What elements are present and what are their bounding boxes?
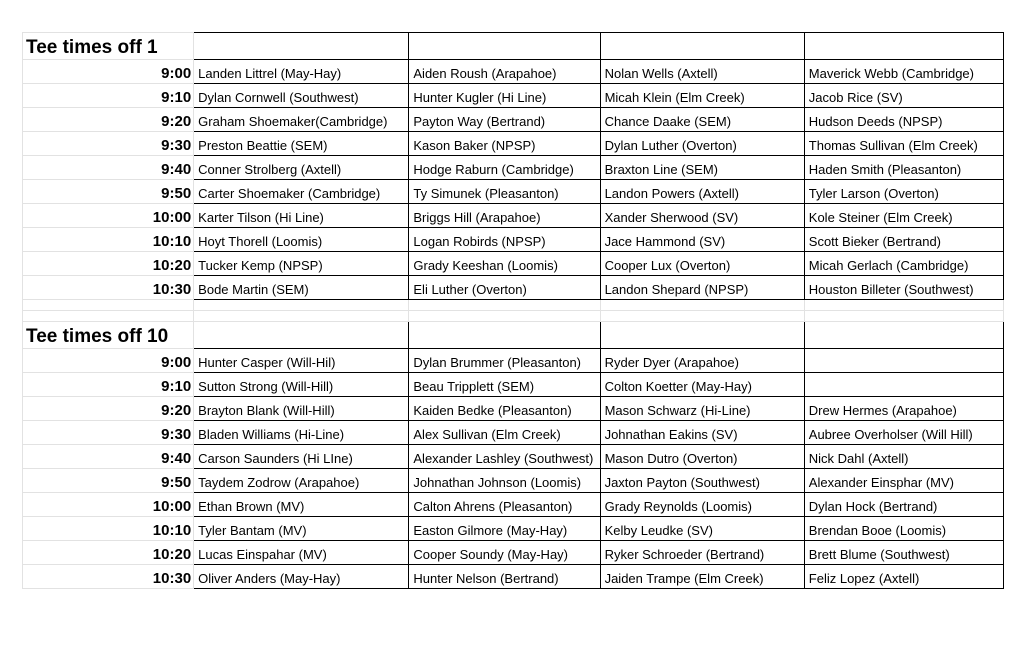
player-cell[interactable]: Ethan Brown (MV) bbox=[194, 493, 409, 517]
player-cell[interactable]: Brett Blume (Southwest) bbox=[804, 541, 1003, 565]
player-cell[interactable]: Johnathan Johnson (Loomis) bbox=[409, 469, 600, 493]
tee-time-row bbox=[23, 108, 1004, 132]
empty-header-cell[interactable] bbox=[804, 33, 1003, 60]
player-cell[interactable]: Chance Daake (SEM) bbox=[600, 108, 804, 132]
tee-time-cell[interactable]: 10:10 bbox=[23, 228, 194, 252]
player-cell[interactable]: Nolan Wells (Axtell) bbox=[600, 60, 804, 84]
tee-time-row bbox=[23, 84, 1004, 108]
empty-cell[interactable] bbox=[23, 311, 194, 322]
player-cell[interactable] bbox=[804, 373, 1003, 397]
player-cell[interactable]: Hunter Kugler (Hi Line) bbox=[409, 84, 600, 108]
section-title[interactable]: Tee times off 10 bbox=[23, 322, 194, 349]
tee-time-cell[interactable]: 9:40 bbox=[23, 156, 194, 180]
spacer-row bbox=[23, 311, 1004, 322]
player-cell[interactable]: Logan Robirds (NPSP) bbox=[409, 228, 600, 252]
player-cell[interactable]: Lucas Einspahar (MV) bbox=[194, 541, 409, 565]
tee-time-cell[interactable]: 10:20 bbox=[23, 252, 194, 276]
empty-header-cell[interactable] bbox=[600, 33, 804, 60]
empty-cell[interactable] bbox=[804, 300, 1003, 311]
tee-time-row bbox=[23, 565, 1004, 589]
player-cell[interactable]: Alex Sullivan (Elm Creek) bbox=[409, 421, 600, 445]
empty-cell[interactable] bbox=[194, 311, 409, 322]
empty-header-cell[interactable] bbox=[804, 322, 1003, 349]
player-cell[interactable]: Hodge Raburn (Cambridge) bbox=[409, 156, 600, 180]
empty-cell[interactable] bbox=[600, 300, 804, 311]
player-cell[interactable]: Brayton Blank (Will-Hill) bbox=[194, 397, 409, 421]
player-cell[interactable]: Alexander Einsphar (MV) bbox=[804, 469, 1003, 493]
player-cell[interactable]: Graham Shoemaker(Cambridge) bbox=[194, 108, 409, 132]
player-cell[interactable]: Maverick Webb (Cambridge) bbox=[804, 60, 1003, 84]
player-cell[interactable]: Landon Shepard (NPSP) bbox=[600, 276, 804, 300]
tee-time-row bbox=[23, 349, 1004, 373]
empty-cell[interactable] bbox=[804, 311, 1003, 322]
spacer-row bbox=[23, 300, 1004, 311]
player-cell[interactable]: Landen Littrel (May-Hay) bbox=[194, 60, 409, 84]
empty-header-cell[interactable] bbox=[600, 322, 804, 349]
tee-time-row bbox=[23, 204, 1004, 228]
player-cell[interactable]: Drew Hermes (Arapahoe) bbox=[804, 397, 1003, 421]
empty-cell[interactable] bbox=[194, 300, 409, 311]
player-cell[interactable]: Dylan Hock (Bertrand) bbox=[804, 493, 1003, 517]
player-cell[interactable]: Dylan Brummer (Pleasanton) bbox=[409, 349, 600, 373]
tee-time-cell[interactable]: 9:30 bbox=[23, 132, 194, 156]
player-cell[interactable]: Ryker Schroeder (Bertrand) bbox=[600, 541, 804, 565]
player-cell[interactable]: Beau Tripplett (SEM) bbox=[409, 373, 600, 397]
empty-cell[interactable] bbox=[409, 311, 600, 322]
player-cell[interactable]: Jace Hammond (SV) bbox=[600, 228, 804, 252]
tee-time-cell[interactable]: 9:50 bbox=[23, 469, 194, 493]
tee-time-cell[interactable]: 9:10 bbox=[23, 84, 194, 108]
tee-time-cell[interactable]: 10:00 bbox=[23, 493, 194, 517]
player-cell[interactable]: Scott Bieker (Bertrand) bbox=[804, 228, 1003, 252]
empty-cell[interactable] bbox=[23, 300, 194, 311]
player-cell[interactable]: Grady Reynolds (Loomis) bbox=[600, 493, 804, 517]
tee-time-cell[interactable]: 10:00 bbox=[23, 204, 194, 228]
player-cell[interactable]: Jaxton Payton (Southwest) bbox=[600, 469, 804, 493]
tee-times-body bbox=[23, 33, 1004, 589]
player-cell[interactable]: Hudson Deeds (NPSP) bbox=[804, 108, 1003, 132]
player-cell[interactable]: Dylan Cornwell (Southwest) bbox=[194, 84, 409, 108]
player-cell[interactable]: Kelby Leudke (SV) bbox=[600, 517, 804, 541]
player-cell[interactable]: Briggs Hill (Arapahoe) bbox=[409, 204, 600, 228]
player-cell[interactable]: Xander Sherwood (SV) bbox=[600, 204, 804, 228]
empty-header-cell[interactable] bbox=[194, 322, 409, 349]
player-cell[interactable]: Colton Koetter (May-Hay) bbox=[600, 373, 804, 397]
empty-cell[interactable] bbox=[409, 300, 600, 311]
player-cell[interactable]: Micah Klein (Elm Creek) bbox=[600, 84, 804, 108]
player-cell[interactable]: Aiden Roush (Arapahoe) bbox=[409, 60, 600, 84]
player-cell[interactable]: Eli Luther (Overton) bbox=[409, 276, 600, 300]
tee-time-cell[interactable]: 9:50 bbox=[23, 180, 194, 204]
player-cell[interactable]: Kaiden Bedke (Pleasanton) bbox=[409, 397, 600, 421]
player-cell[interactable]: Micah Gerlach (Cambridge) bbox=[804, 252, 1003, 276]
player-cell[interactable]: Feliz Lopez (Axtell) bbox=[804, 565, 1003, 589]
player-cell[interactable]: Tyler Bantam (MV) bbox=[194, 517, 409, 541]
player-cell[interactable]: Jacob Rice (SV) bbox=[804, 84, 1003, 108]
tee-time-row bbox=[23, 180, 1004, 204]
tee-time-row bbox=[23, 60, 1004, 84]
tee-time-cell[interactable]: 10:10 bbox=[23, 517, 194, 541]
spreadsheet bbox=[22, 32, 1004, 589]
tee-time-row bbox=[23, 541, 1004, 565]
player-cell[interactable]: Preston Beattie (SEM) bbox=[194, 132, 409, 156]
tee-time-cell[interactable]: 9:20 bbox=[23, 397, 194, 421]
tee-time-cell[interactable]: 10:30 bbox=[23, 565, 194, 589]
player-cell[interactable]: Nick Dahl (Axtell) bbox=[804, 445, 1003, 469]
player-cell[interactable]: Cooper Lux (Overton) bbox=[600, 252, 804, 276]
tee-time-row bbox=[23, 373, 1004, 397]
player-cell[interactable]: Alexander Lashley (Southwest) bbox=[409, 445, 600, 469]
player-cell[interactable]: Bode Martin (SEM) bbox=[194, 276, 409, 300]
player-cell[interactable]: Taydem Zodrow (Arapahoe) bbox=[194, 469, 409, 493]
tee-time-cell[interactable]: 10:30 bbox=[23, 276, 194, 300]
tee-time-row bbox=[23, 421, 1004, 445]
player-cell[interactable]: Ryder Dyer (Arapahoe) bbox=[600, 349, 804, 373]
player-cell[interactable]: Johnathan Eakins (SV) bbox=[600, 421, 804, 445]
player-cell[interactable]: Oliver Anders (May-Hay) bbox=[194, 565, 409, 589]
player-cell[interactable]: Tyler Larson (Overton) bbox=[804, 180, 1003, 204]
tee-time-row bbox=[23, 132, 1004, 156]
tee-times-table bbox=[22, 32, 1004, 589]
tee-time-cell[interactable]: 9:00 bbox=[23, 60, 194, 84]
tee-time-cell[interactable]: 9:10 bbox=[23, 373, 194, 397]
player-cell[interactable]: Brendan Booe (Loomis) bbox=[804, 517, 1003, 541]
player-cell[interactable]: Kason Baker (NPSP) bbox=[409, 132, 600, 156]
player-cell[interactable]: Payton Way (Bertrand) bbox=[409, 108, 600, 132]
player-cell[interactable]: Conner Strolberg (Axtell) bbox=[194, 156, 409, 180]
empty-header-cell[interactable] bbox=[409, 33, 600, 60]
player-cell[interactable]: Kole Steiner (Elm Creek) bbox=[804, 204, 1003, 228]
tee-time-row bbox=[23, 517, 1004, 541]
player-cell[interactable]: Landon Powers (Axtell) bbox=[600, 180, 804, 204]
player-cell[interactable]: Houston Billeter (Southwest) bbox=[804, 276, 1003, 300]
tee-time-row bbox=[23, 252, 1004, 276]
player-cell[interactable]: Carson Saunders (Hi LIne) bbox=[194, 445, 409, 469]
player-cell[interactable]: Hoyt Thorell (Loomis) bbox=[194, 228, 409, 252]
player-cell[interactable]: Thomas Sullivan (Elm Creek) bbox=[804, 132, 1003, 156]
tee-time-row bbox=[23, 228, 1004, 252]
empty-cell[interactable] bbox=[600, 311, 804, 322]
tee-time-row bbox=[23, 397, 1004, 421]
player-cell[interactable]: Calton Ahrens (Pleasanton) bbox=[409, 493, 600, 517]
tee-time-row bbox=[23, 469, 1004, 493]
player-cell[interactable]: Cooper Soundy (May-Hay) bbox=[409, 541, 600, 565]
player-cell[interactable]: Aubree Overholser (Will Hill) bbox=[804, 421, 1003, 445]
empty-header-cell[interactable] bbox=[194, 33, 409, 60]
tee-time-row bbox=[23, 493, 1004, 517]
player-cell[interactable]: Carter Shoemaker (Cambridge) bbox=[194, 180, 409, 204]
player-cell[interactable]: Hunter Nelson (Bertrand) bbox=[409, 565, 600, 589]
player-cell[interactable]: Mason Schwarz (Hi-Line) bbox=[600, 397, 804, 421]
player-cell[interactable]: Sutton Strong (Will-Hill) bbox=[194, 373, 409, 397]
tee-time-cell[interactable]: 9:00 bbox=[23, 349, 194, 373]
player-cell[interactable]: Dylan Luther (Overton) bbox=[600, 132, 804, 156]
tee-time-cell[interactable]: 9:30 bbox=[23, 421, 194, 445]
tee-time-cell[interactable]: 9:20 bbox=[23, 108, 194, 132]
player-cell[interactable]: Bladen Williams (Hi-Line) bbox=[194, 421, 409, 445]
player-cell[interactable]: Easton Gilmore (May-Hay) bbox=[409, 517, 600, 541]
section-header-row bbox=[23, 322, 1004, 349]
tee-time-row bbox=[23, 276, 1004, 300]
tee-time-row bbox=[23, 156, 1004, 180]
tee-time-row bbox=[23, 445, 1004, 469]
tee-time-cell[interactable]: 10:20 bbox=[23, 541, 194, 565]
player-cell[interactable] bbox=[804, 349, 1003, 373]
empty-header-cell[interactable] bbox=[409, 322, 600, 349]
player-cell[interactable]: Karter Tilson (Hi Line) bbox=[194, 204, 409, 228]
player-cell[interactable]: Braxton Line (SEM) bbox=[600, 156, 804, 180]
player-cell[interactable]: Grady Keeshan (Loomis) bbox=[409, 252, 600, 276]
player-cell[interactable]: Jaiden Trampe (Elm Creek) bbox=[600, 565, 804, 589]
section-header-row bbox=[23, 33, 1004, 60]
player-cell[interactable]: Mason Dutro (Overton) bbox=[600, 445, 804, 469]
player-cell[interactable]: Haden Smith (Pleasanton) bbox=[804, 156, 1003, 180]
section-title[interactable]: Tee times off 1 bbox=[23, 33, 194, 60]
player-cell[interactable]: Tucker Kemp (NPSP) bbox=[194, 252, 409, 276]
player-cell[interactable]: Hunter Casper (Will-Hil) bbox=[194, 349, 409, 373]
player-cell[interactable]: Ty Simunek (Pleasanton) bbox=[409, 180, 600, 204]
tee-time-cell[interactable]: 9:40 bbox=[23, 445, 194, 469]
